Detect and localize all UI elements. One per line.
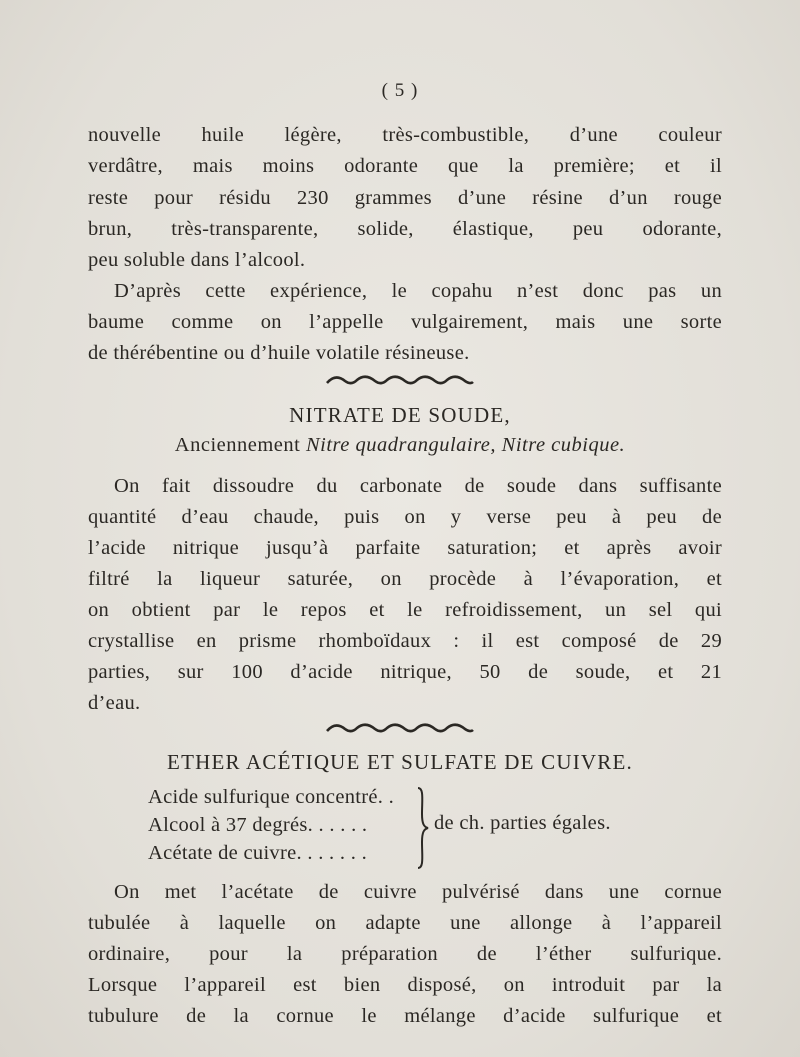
text-line: On fait dissoudre du carbonate de soude dans suffisante bbox=[114, 475, 722, 497]
page-number: ( 5 ) bbox=[381, 80, 419, 101]
recipe-line: Alcool à 37 degrés. . . . . . bbox=[148, 814, 368, 836]
text-line: filtré la liqueur saturée, on procède à l’évaporation, et bbox=[88, 568, 722, 590]
text-line: d’eau. bbox=[88, 692, 141, 714]
ornament-divider bbox=[0, 374, 800, 388]
text-line: Lorsque l’appareil est bien disposé, on introduit par la bbox=[88, 974, 722, 996]
text-line: D’après cette expérience, le copahu n’est donc pas un bbox=[114, 280, 722, 302]
section-subtitle: Anciennement Nitre quadrangulaire, Nitre cubique. bbox=[174, 434, 626, 456]
recipe-quantity: de ch. parties égales. bbox=[434, 812, 611, 834]
text-line: ordinaire, pour la préparation de l’éther sulfurique. bbox=[88, 943, 722, 965]
brace-symbol bbox=[414, 786, 430, 874]
ornament-divider bbox=[0, 722, 800, 736]
text-line: on obtient par le repos et le refroidissement, un sel qui bbox=[88, 599, 722, 621]
text-line: nouvelle huile légère, très-combustible, d’une couleur bbox=[88, 124, 722, 146]
text-line: verdâtre, mais moins odorante que la première; et il bbox=[88, 155, 722, 177]
text-line: baume comme on l’appelle vulgairement, mais une sorte bbox=[88, 311, 722, 333]
text-line: On met l’acétate de cuivre pulvérisé dans une cornue bbox=[114, 881, 722, 903]
text-line: quantité d’eau chaude, puis on y verse peu à peu de bbox=[88, 506, 722, 528]
recipe-line: Acétate de cuivre. . . . . . . bbox=[148, 842, 368, 864]
text-line: l’acide nitrique jusqu’à parfaite saturation; et après avoir bbox=[88, 537, 722, 559]
text-line: reste pour résidu 230 grammes d’une résine d’un rouge bbox=[88, 187, 722, 209]
text-line: tubulure de la cornue le mélange d’acide sulfurique et bbox=[88, 1005, 722, 1027]
text-line: de thérébentine ou d’huile volatile résineuse. bbox=[88, 342, 470, 364]
text-line: peu soluble dans l’alcool. bbox=[88, 249, 306, 271]
section-heading: ETHER ACÉTIQUE ET SULFATE DE CUIVRE. bbox=[167, 750, 633, 774]
section-heading: NITRATE DE SOUDE, bbox=[289, 403, 511, 427]
text-line: brun, très-transparente, solide, élastique, peu odorante, bbox=[88, 218, 722, 240]
text-line: parties, sur 100 d’acide nitrique, 50 de soude, et 21 bbox=[88, 661, 722, 683]
text-line: crystallise en prisme rhomboïdaux : il est composé de 29 bbox=[88, 630, 722, 652]
recipe-line: Acide sulfurique concentré. . bbox=[148, 786, 395, 808]
text-line: tubulée à laquelle on adapte une allonge à l’appareil bbox=[88, 912, 722, 934]
